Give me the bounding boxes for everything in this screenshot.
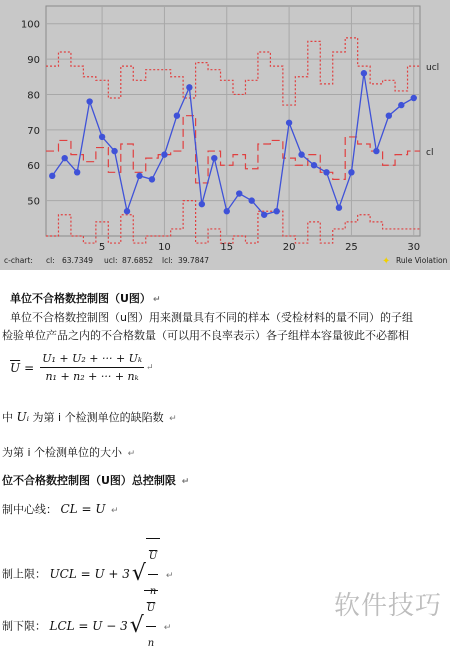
c-data-point xyxy=(186,84,192,90)
sqrt-denominator: n xyxy=(147,638,155,649)
ucl-formula-lhs: UCL = U + 3 xyxy=(49,566,130,581)
c-data-point xyxy=(236,190,242,196)
cl-line xyxy=(0,500,450,520)
u-bar-equation xyxy=(10,352,154,383)
u-bar-formula xyxy=(10,352,310,383)
c-data-point xyxy=(111,148,117,154)
c-data-point xyxy=(124,208,130,214)
c-data-point xyxy=(136,173,142,179)
c-data-point xyxy=(161,151,167,157)
total-limits-heading-line xyxy=(0,472,450,491)
cl-stat-label: cl: xyxy=(46,256,55,265)
c-data-point xyxy=(249,197,255,203)
c-data-point xyxy=(61,155,67,161)
y-tick-label: 80 xyxy=(27,90,40,102)
sqrt-sign: √ xyxy=(131,560,146,586)
lcl-stat-label: lcl: xyxy=(162,256,173,265)
y-tick-label: 100 xyxy=(20,19,40,31)
x-tick-label: 30 xyxy=(407,242,421,253)
ui-definition-line xyxy=(0,408,450,428)
c-data-point xyxy=(361,70,367,76)
watermark-text: 软件技巧 xyxy=(333,591,442,621)
c-data-point xyxy=(323,169,329,175)
c-data-point xyxy=(311,162,317,168)
ui-definition-text: 为第 i 个检测单位的缺陷数 xyxy=(32,411,164,424)
c-chart-panel xyxy=(0,0,450,270)
ni-definition-text: 为第 i 个检测单位的大小 xyxy=(2,446,123,459)
c-data-point xyxy=(398,102,404,108)
rule-violation-legend-label: Rule Violation xyxy=(396,256,448,265)
c-data-point xyxy=(199,201,205,207)
ucl-stat-label: ucl: xyxy=(104,256,118,265)
c-data-point xyxy=(286,120,292,126)
c-data-point xyxy=(298,151,304,157)
c-data-point xyxy=(86,98,92,104)
return-mark-icon: ↵ xyxy=(110,506,119,516)
y-tick-label: 90 xyxy=(27,55,40,67)
c-data-point xyxy=(49,173,55,179)
return-mark-icon: ↵ xyxy=(181,477,190,487)
return-mark-icon: ↵ xyxy=(163,622,172,633)
u-chart-heading xyxy=(0,290,450,309)
sqrt-denominator: n xyxy=(149,586,157,597)
u-chart-intro xyxy=(0,290,450,345)
c-data-point xyxy=(348,169,354,175)
y-tick-label: 70 xyxy=(27,125,40,137)
cl-formula: CL = U xyxy=(60,502,106,516)
ui-variable: Uᵢ xyxy=(16,410,30,424)
total-limits-heading xyxy=(0,472,450,491)
x-tick-label: 25 xyxy=(345,242,358,253)
cl-line-row xyxy=(0,500,450,520)
ni-definition xyxy=(0,444,450,463)
lcl-formula xyxy=(50,590,159,661)
return-mark-icon: ↵ xyxy=(127,449,136,459)
u-bar-symbol: $\overline{U}$ xyxy=(10,360,21,375)
rule-violation-star-icon: ✦ xyxy=(382,256,391,267)
return-mark-icon: ↵ xyxy=(152,295,161,305)
c-data-point xyxy=(386,112,392,118)
return-mark-icon: ↵ xyxy=(145,362,154,373)
cl-label: cl xyxy=(426,148,434,159)
ucl-label: ucl xyxy=(426,63,440,74)
return-mark-icon: ↵ xyxy=(169,414,177,424)
c-data-point xyxy=(411,95,417,101)
ucl-prefix: 制上限： xyxy=(2,567,46,581)
return-mark-icon: ↵ xyxy=(165,570,174,581)
c-data-point xyxy=(99,134,105,140)
cl-stat-value: 63.7349 xyxy=(62,256,94,265)
y-tick-label: 60 xyxy=(27,161,40,173)
c-data-point xyxy=(224,208,230,214)
x-tick-label: 10 xyxy=(158,242,171,253)
u-bar-denominator: n₁ + n₂ + ··· + nₖ xyxy=(45,370,139,383)
c-data-point xyxy=(211,155,217,161)
ni-definition-line xyxy=(0,444,450,463)
sqrt-numerator: U xyxy=(146,591,156,627)
ui-definition-prefix: 中 xyxy=(2,411,13,424)
u-bar-fraction xyxy=(40,352,144,383)
c-data-point xyxy=(174,112,180,118)
u-chart-heading-text: 单位不合格数控制图（U图） xyxy=(10,292,151,305)
c-data-point xyxy=(149,176,155,182)
x-tick-label: 15 xyxy=(220,242,234,253)
chart-type-label: c-chart: xyxy=(4,256,33,265)
c-data-point xyxy=(273,208,279,214)
equals-sign: = xyxy=(24,360,35,375)
y-tick-label: 50 xyxy=(27,196,40,208)
x-tick-label: 5 xyxy=(98,242,106,253)
sqrt-sign: √ xyxy=(129,612,144,638)
ucl-stat-value: 87.6852 xyxy=(122,256,154,265)
ui-definition xyxy=(0,408,450,428)
u-chart-desc-line1: 单位不合格数控制图（u图）用来测量具有不同的样本（受检材料的量不同）的子组 xyxy=(10,311,413,324)
x-tick-label: 20 xyxy=(282,242,296,253)
sqrt-term xyxy=(130,590,158,661)
u-bar-numerator: U₁ + U₂ + ··· + Uₖ xyxy=(40,352,144,368)
c-data-point xyxy=(261,212,267,218)
cl-prefix: 制中心线： xyxy=(2,503,57,516)
lcl-stat-value: 39.7847 xyxy=(178,256,210,265)
c-data-point xyxy=(336,204,342,210)
u-chart-desc-line2: 检验单位产品之内的不合格数量（可以用不良率表示）各子组样本容量彼此不必都相 xyxy=(2,329,409,342)
sqrt-fraction xyxy=(144,590,158,661)
ucl-line-row xyxy=(0,538,450,597)
chart-stats-row xyxy=(0,254,450,268)
c-data-point xyxy=(373,148,379,154)
sqrt-numerator: U xyxy=(148,539,158,575)
c-chart xyxy=(0,0,450,256)
total-limits-heading-text: 位不合格数控制图（U图）总控制限 xyxy=(2,474,176,487)
lcl-formula-lhs: LCL = U − 3 xyxy=(49,618,128,633)
lcl-prefix: 制下限： xyxy=(2,619,46,633)
ucl-line xyxy=(0,538,450,597)
c-data-point xyxy=(74,169,80,175)
